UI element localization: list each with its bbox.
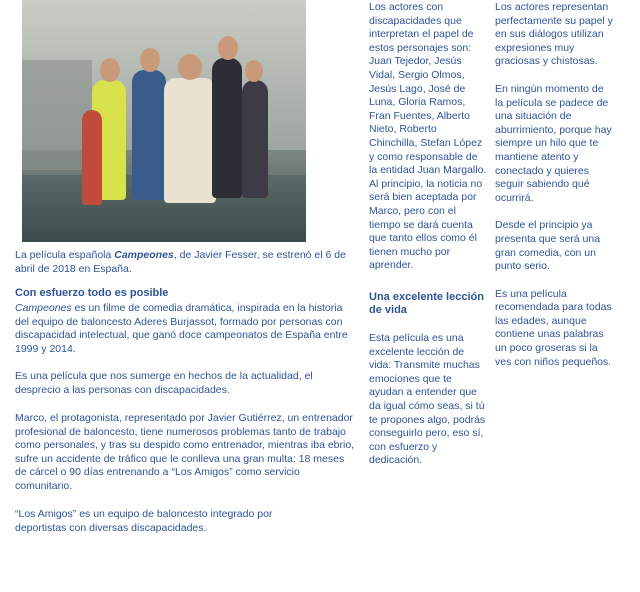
middle-column (369, 1, 487, 478)
person-5 (242, 80, 268, 198)
left-paragraph-1: Campeones es un filme de comedia dramática, inspirada en la historia del equipo de baloncesto Aderes Burjassot, formado por personas con discapacidad intelectual, que ganó doce campeonatos de España entre 1999 y 2014. (15, 302, 348, 355)
left-paragraph-3: Marco, el protagonista, representado por Javier Gutiérrez, un entrenador profesional de baloncesto, tiene numerosos problemas tanto de trabajo como personales, y tras su despido como entrenador, mientras iba ebrio, sufre un accidente de tráfico que le conlleva una gran multa: 18 meses de cárcel o 90 días entrenando a “Los Amigos” como servicio comunitario. (15, 412, 355, 492)
left-heading: Con esfuerzo todo es posible (15, 287, 169, 299)
person-3 (164, 78, 216, 203)
person-2 (132, 70, 166, 200)
right-paragraph-3: Desde el principio ya presenta que será una gran comedia, con un punto serio. (495, 219, 601, 273)
movie-photo (22, 0, 306, 242)
left-paragraph-2: Es una película que nos sumerge en hechos de la actualidad, el desprecio a las personas con discapacidades. (15, 370, 313, 396)
person-3-head (178, 54, 202, 80)
middle-heading: Una excelente lección de vida (369, 290, 484, 317)
left-paragraph-4: “Los Amigos” es un equipo de baloncesto integrado por deportistas con diversas discapacidades. (15, 508, 273, 534)
person-2-head (140, 48, 160, 72)
person-1-head (100, 58, 120, 82)
person-4-head (218, 36, 238, 60)
right-paragraph-1: Los actores representan perfectamente su papel y en sus diálogos utilizan expresiones muy graciosas y chistosas. (495, 1, 613, 68)
middle-paragraph-1: Los actores con discapacidades que interpretan el papel de estos personajes son: Juan Tejedor, Jesús Vidal, Sergio Olmos, Jesús Lago, José de Luna, Gloria Ramos, Fran Fuentes, Alberto Nieto, Roberto Chinchilla, Stefan López y como responsable de la entidad Juan Margallo. (369, 1, 487, 177)
right-paragraph-4: Es una película recomendada para todas las edades, aunque contiene unas palabras un poco groseras si la ves con niños pequeños. (495, 287, 612, 368)
person-6 (82, 110, 102, 205)
person-5-head (245, 60, 263, 82)
photo-caption: La película española Campeones, de Javier Fesser, se estrenó el 6 de abril de 2018 en España. (15, 249, 346, 275)
caption-movie-title: Campeones (114, 249, 174, 261)
middle-paragraph-3: Esta película es una excelente lección de vida: Transmite muchas emociones que te ayudan a entender que da igual cómo seas, si tú te propones algo, podrás conseguirlo pero, eso sí, con esfuerzo y dedicación. (369, 332, 486, 467)
person-4 (212, 58, 242, 198)
right-paragraph-2: En ningún momento de la película se padece de una situación de aburrimiento, porque hay siempre un hilo que te mantiene atento y conectado y quieres seguir sabiendo qué ocurrirá. (495, 82, 612, 204)
middle-paragraph-2: Al principio, la noticia no será bien aceptada por Marco, pero con el tiempo se dará cuenta que tanto ellos como él tienen mucho por aprender. (369, 177, 483, 272)
right-column (495, 1, 613, 379)
